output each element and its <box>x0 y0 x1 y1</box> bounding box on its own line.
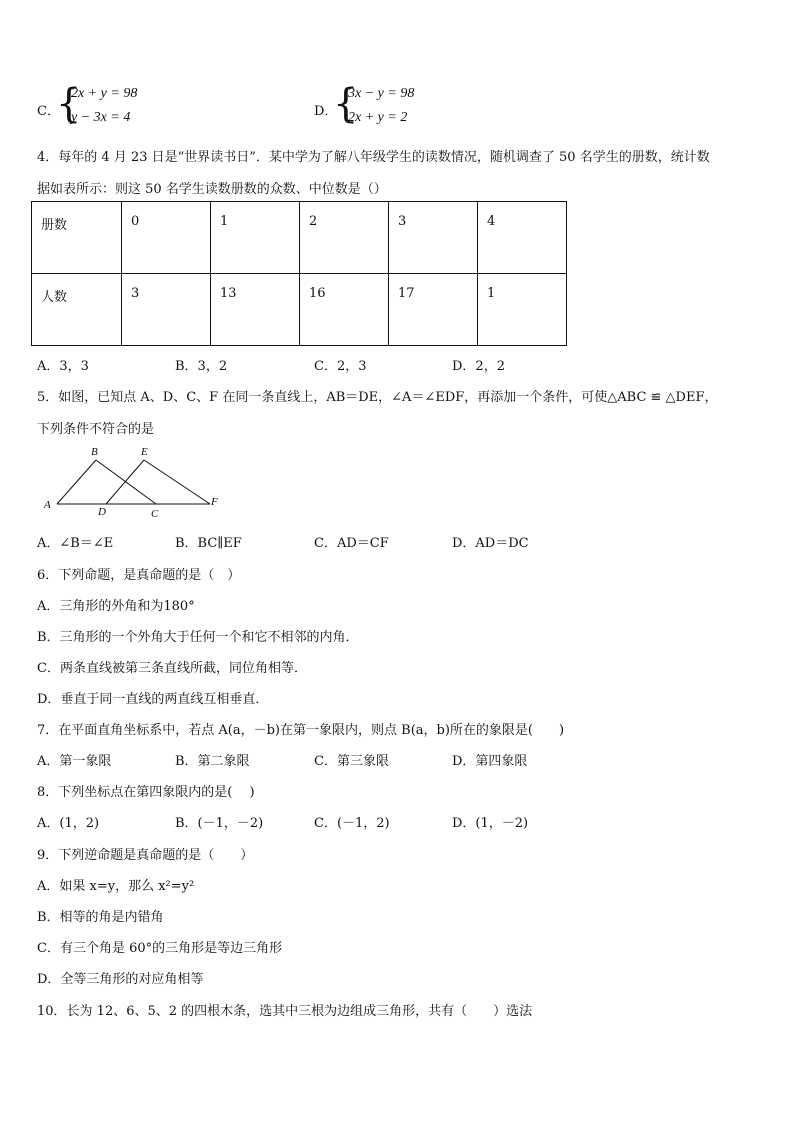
q7-option-c: C．第三象限 <box>314 754 389 769</box>
table-cell: 13 <box>211 274 300 346</box>
q3-option-d-label: D． <box>314 104 338 119</box>
table-cell: 2 <box>300 202 389 274</box>
q8-option-b: B．(－1，－2) <box>175 816 264 831</box>
q5-option-a: A．∠B＝∠E <box>37 536 114 551</box>
q5-stem-line2: 下列条件不符合的是 <box>37 422 155 437</box>
q3-option-d-eq2: 2x + y = 2 <box>348 110 408 125</box>
q5-triangle-figure <box>40 442 230 520</box>
q5-option-c: C．AD＝CF <box>314 536 389 551</box>
q3-option-c-label: C． <box>37 104 60 119</box>
q6-option-d: D．垂直于同一直线的两直线互相垂直． <box>37 692 269 707</box>
segment-ab <box>57 460 96 504</box>
table-cell: 1 <box>211 202 300 274</box>
q6-option-c: C．两条直线被第三条直线所截，同位角相等． <box>37 661 307 676</box>
table-cell: 0 <box>122 202 211 274</box>
q9-stem: 9．下列逆命题是真命题的是（ ） <box>37 848 254 863</box>
label-f: F <box>211 496 218 508</box>
q6-stem: 6．下列命题，是真命题的是（ ） <box>37 568 241 583</box>
q4-option-d: D．2，2 <box>452 359 505 374</box>
q4-data-table <box>31 201 567 346</box>
table-cell: 3 <box>389 202 478 274</box>
q3-option-c-eq1: 2x + y = 98 <box>71 86 138 101</box>
table-cell: 3 <box>122 274 211 346</box>
q10-stem: 10．长为 12、6、5、2 的四根木条，选其中三根为边组成三角形，共有（ ）选法 <box>37 1004 533 1019</box>
table-cell: 4 <box>478 202 567 274</box>
q4-stem-line2: 据如表所示：则这 50 名学生读数册数的众数、中位数是（） <box>37 182 387 197</box>
label-e: E <box>141 446 148 458</box>
q3-option-c-eq2: y − 3x = 4 <box>71 110 131 125</box>
q5-option-d: D．AD＝DC <box>452 536 529 551</box>
q9-option-d: D．全等三角形的对应角相等 <box>37 972 204 987</box>
segment-de <box>106 460 144 504</box>
label-d: D <box>98 506 106 518</box>
q3-option-d-brace: { <box>333 81 359 127</box>
table-cell: 1 <box>478 274 567 346</box>
q9-option-c: C．有三个角是 60°的三角形是等边三角形 <box>37 941 283 956</box>
q7-option-d: D．第四象限 <box>452 754 528 769</box>
q5-option-b: B．BC∥EF <box>175 536 242 551</box>
q4-option-a: A．3，3 <box>37 359 89 374</box>
table-row <box>32 274 567 346</box>
q7-stem: 7．在平面直角坐标系中，若点 A(a，－b)在第一象限内，则点 B(a，b)所在的象限是( ) <box>37 723 565 738</box>
q6-option-a: A．三角形的外角和为180° <box>37 599 195 614</box>
label-a: A <box>44 499 51 511</box>
label-c: C <box>151 508 159 520</box>
segment-ef <box>144 460 210 504</box>
q4-option-c: C．2，3 <box>314 359 367 374</box>
q7-option-b: B．第二象限 <box>175 754 250 769</box>
label-b: B <box>91 446 98 458</box>
q3-option-d-eq1: 3x − y = 98 <box>348 86 415 101</box>
q8-option-a: A．(1，2) <box>37 816 100 831</box>
q8-stem: 8．下列坐标点在第四象限内的是( ) <box>37 785 255 800</box>
q3-option-c-brace: { <box>56 81 82 127</box>
q5-stem-line1: 5．如图，已知点 A、D、C、F 在同一条直线上，AB＝DE，∠A＝∠EDF，再添加一个条件，可使△ABC ≌ △DEF， <box>37 390 718 405</box>
q4-option-b: B．3，2 <box>175 359 228 374</box>
q7-option-a: A．第一象限 <box>37 754 112 769</box>
q6-option-b: B．三角形的一个外角大于任何一个和它不相邻的内角． <box>37 630 359 645</box>
table-cell: 16 <box>300 274 389 346</box>
segment-bc <box>96 460 156 504</box>
q8-option-c: C．(－1，2) <box>314 816 390 831</box>
table-cell: 人数 <box>32 274 122 346</box>
table-cell: 17 <box>389 274 478 346</box>
q4-stem-line1: 4．每年的 4 月 23 日是“世界读书日”．某中学为了解八年级学生的读数情况，随机调查了 50 名学生的册数，统计数 <box>37 150 710 165</box>
q8-option-d: D．(1，－2) <box>452 816 529 831</box>
table-cell: 册数 <box>32 202 122 274</box>
table-row <box>32 202 567 274</box>
q9-option-a: A．如果 x=y，那么 x²=y² <box>37 879 195 894</box>
q9-option-b: B．相等的角是内错角 <box>37 910 164 925</box>
